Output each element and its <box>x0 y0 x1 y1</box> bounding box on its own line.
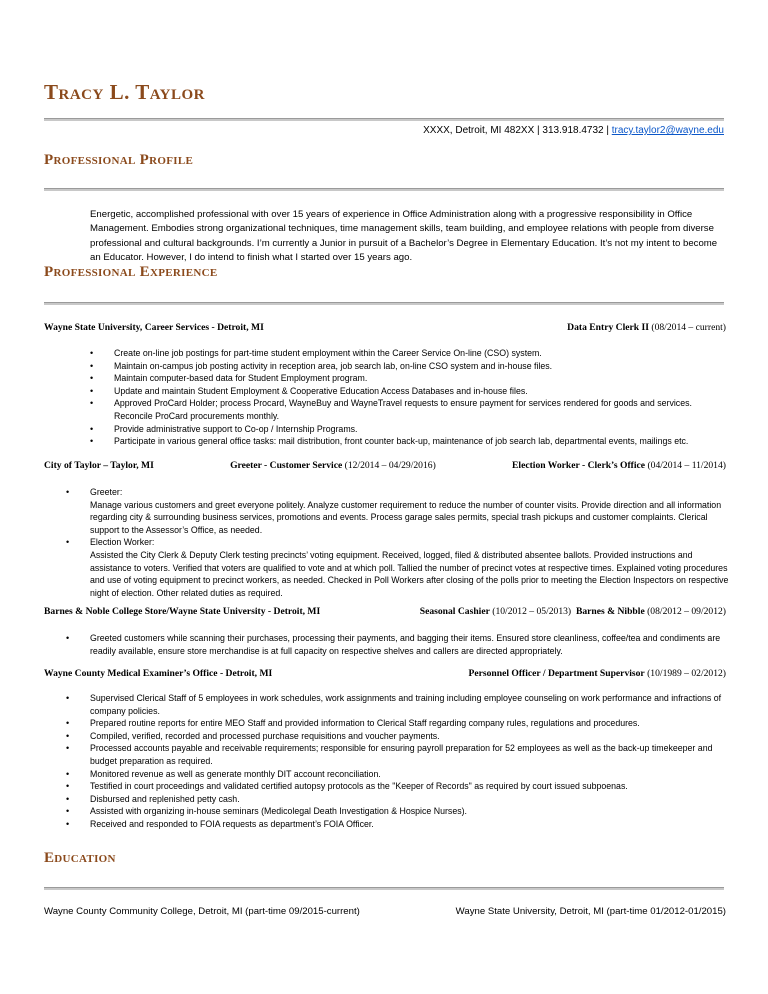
job-dates: (08/2014 – current) <box>651 322 726 333</box>
duty-item: • Disbursed and replenished petty cash. <box>66 793 730 806</box>
duty-item: • Monitored revenue as well as generate monthly DIT account reconciliation. <box>66 768 730 781</box>
job-title: Election Worker - Clerk’s Office <box>512 460 646 471</box>
divider <box>44 188 724 191</box>
job-heading <box>44 322 726 333</box>
duty-item: • Participate in various general office tasks: mail distribution, front counter back-up, maintenance of job search lab, departmental events, mailings etc. <box>90 435 730 448</box>
duty-item: • Create on-line job postings for part-time student employment within the Career Service On-line (CSO) system. <box>90 347 730 360</box>
duty-item: • Testified in court proceedings and validated certified autopsy protocols as the "Keeper of Records" as required by court issued subpoenas. <box>66 780 730 793</box>
job-title: Greeter - Customer Service <box>230 460 343 471</box>
candidate-name: Tracy L. Taylor <box>44 80 206 104</box>
duty-item: • Processed accounts payable and receivable requirements; responsible for ensuring payroll preparation for 52 employees as well as the back-up timekeeper and budget preparation as required. <box>66 742 730 767</box>
job-duties-list <box>66 692 730 831</box>
duty-item: • Compiled, verified, recorded and processed purchase requisitions and voucher payments. <box>66 730 730 743</box>
job-duties-list <box>66 486 730 599</box>
divider <box>44 118 724 121</box>
duty-item: • Greeter: Manage various customers and greet everyone politely. Analyze customer requirement to reduce the number of counter visits. Provide direction and all information regarding city & surrounding business services, promotions and events. Process garage sales permits, special trash pickups and customer complaints. Clerical support to the Assessor’s Office, as needed. <box>66 486 730 536</box>
employer: Barnes & Noble College Store/Wayne State University - Detroit, MI <box>44 606 321 617</box>
job-title: Barnes & Nibble <box>575 606 645 617</box>
duty-item: • Received and responded to FOIA requests as department’s FOIA Officer. <box>66 818 730 831</box>
divider <box>44 887 724 890</box>
employer: City of Taylor – Taylor, MI <box>44 460 154 471</box>
job-title: Personnel Officer / Department Supervisor <box>468 668 645 679</box>
section-title-experience: Professional Experience <box>44 264 218 280</box>
education-item: Wayne State University, Detroit, MI (part-time 01/2012-01/2015) <box>455 906 726 917</box>
profile-text: Energetic, accomplished professional with over 15 years of experience in Office Administration along with a progressive responsibility in Office Management. Embodies strong organizational techniques, time management skills, team building, and employee relations with people from diverse professional and cultural backgrounds. I’m currently a Junior in pursuit of a Bachelor’s Degree in Elementary Education. It’s not my intent to become an Educator. However, I do intend to finish what I started over 15 years ago. <box>90 209 718 263</box>
duty-item: • Election Worker: Assisted the City Clerk & Deputy Clerk testing precincts’ voting equipment. Received, logged, filed & distributed absentee ballots. Provided instructions and assistance to voters. Verified that voters are qualified to vote and at which poll. Tallied the number of precinct votes at respective times. Explained voting procedures and use of voting equipment to precinct workers, as needed. Checked in Poll Workers after closing of the polls prior to meeting the Election Inspectors on respective night of election. Other related duties as required. <box>66 536 730 599</box>
job-duties-list <box>90 347 730 448</box>
duty-item: • Approved ProCard Holder; process Procard, WayneBuy and WayneTravel requests to ensure payment for services rendered for goods and services. Reconcile ProCard procurements monthly. <box>90 397 730 422</box>
job-dates: (12/2014 – 04/29/2016) <box>344 460 436 471</box>
duty-item: • Provide administrative support to Co-op / Internship Programs. <box>90 423 730 436</box>
education-row <box>44 906 726 917</box>
email-link[interactable]: tracy.taylor2@wayne.edu <box>611 125 724 136</box>
divider <box>44 302 724 305</box>
job-title: Seasonal Cashier <box>419 606 490 617</box>
section-title-profile: Professional Profile <box>44 152 194 168</box>
job-heading <box>44 606 726 617</box>
job-dates: (08/2012 – 09/2012) <box>647 606 726 617</box>
job-dates: (10/2012 – 05/2013) <box>492 606 572 617</box>
job-duties-list <box>66 632 730 657</box>
employer: Wayne State University, Career Services - Detroit, MI <box>44 322 264 333</box>
job-heading <box>44 668 726 679</box>
job-dates: (10/1989 – 02/2012) <box>647 668 726 679</box>
section-title-education: Education <box>44 850 116 866</box>
job-dates: (04/2014 – 11/2014) <box>647 460 726 471</box>
job-heading <box>44 460 726 471</box>
contact-line <box>423 125 724 136</box>
job-title: Data Entry Clerk II <box>567 322 649 333</box>
duty-item: • Update and maintain Student Employment & Cooperative Education Access Databases and in-house files. <box>90 385 730 398</box>
education-item: Wayne County Community College, Detroit, MI (part-time 09/2015-current) <box>44 906 360 917</box>
contact-info: XXXX, Detroit, MI 482XX | 313.918.4732 | <box>423 125 612 136</box>
duty-item: • Prepared routine reports for entire MEO Staff and provided information to Clerical Staff regarding company rules, regulations and procedures. <box>66 717 730 730</box>
duty-item: • Assisted with organizing in-house seminars (Medicolegal Death Investigation & Hospice Nurses). <box>66 805 730 818</box>
duty-item: • Greeted customers while scanning their purchases, processing their payments, and bagging their items. Ensured store cleanliness, coffee/tea and condiments are readily available, ensure store merchandise is at full capacity on respective shelves and callers are directed appropriately. <box>66 632 730 657</box>
employer: Wayne County Medical Examiner’s Office - Detroit, MI <box>44 668 273 679</box>
duty-item: • Maintain computer-based data for Student Employment program. <box>90 372 730 385</box>
duty-item: • Supervised Clerical Staff of 5 employees in work schedules, work assignments and training including employee counseling on work performance and infractions of company policies. <box>66 692 730 717</box>
duty-item: • Maintain on-campus job posting activity in reception area, job search lab, on-line CSO system and in-house files. <box>90 360 730 373</box>
